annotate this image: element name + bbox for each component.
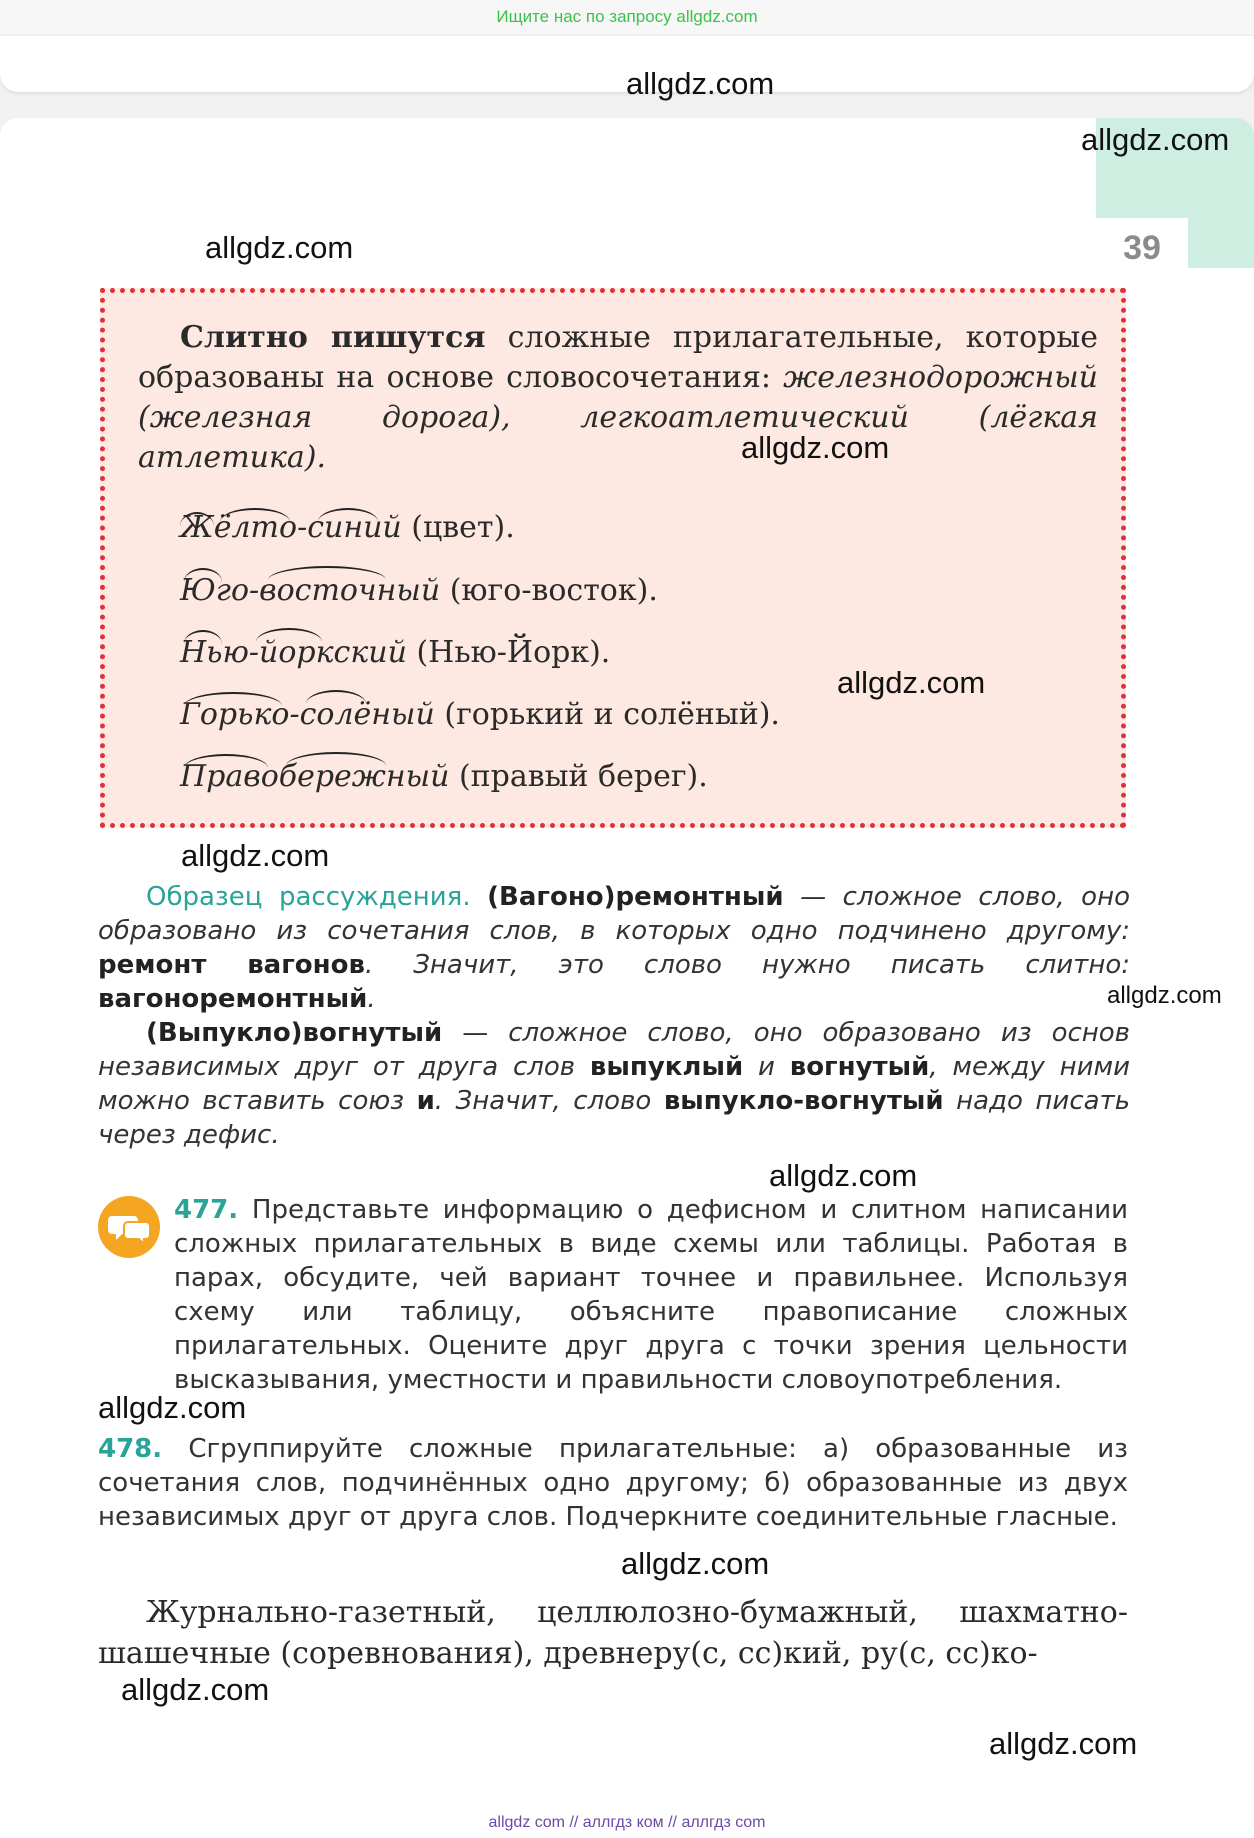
watermark: allgdz.com — [621, 1546, 770, 1581]
sample-reasoning: Образец рассуждения. (Вагоно)ремонтный — сложное слово, оно образовано из сочетания слов, в которых одно подчинено другому: ремонт вагонов. Значит, это слово нужно писать слитно: вагоноремонтный. (Выпукло)вогнутый — сложное слово, оно образовано из основ независимых друг от друга слов выпуклый и вогнутый, между ними можно вставить союз и. Значит, слово выпукло-вогнутый надо писать через дефис. — [98, 882, 1131, 1150]
watermark: allgdz.com — [989, 1726, 1138, 1761]
sample-bold: вагоноремонтный — [98, 984, 368, 1014]
sample-bold: ремонт вагонов — [98, 950, 365, 980]
rule-example — [180, 635, 610, 670]
example-note: (Нью-Йорк). — [416, 635, 611, 670]
sample-text: и — [758, 1052, 775, 1082]
sample-term-2: (Выпукло)вогнутый — [146, 1018, 443, 1048]
task-number: 477. — [174, 1195, 239, 1225]
task-text: Представьте информацию о дефисном и слитном написании сложных прилагательных в виде схемы или таблицы. Работая в парах, обсудите, чей вариант точнее и правильнее. Используя схему или таблицу, объясните правописание сложных прилагательных. Оцените друг друга с точки зрения цельности высказывания, уместности и правильности словоупотребления. — [174, 1195, 1129, 1395]
watermark: allgdz.com — [181, 838, 330, 873]
sample-bold: и — [416, 1086, 435, 1116]
sample-text: . Значит, это слово нужно писать слитно: — [364, 950, 1130, 980]
footer-links[interactable]: allgdz com // аллгдз ком // аллгдз com — [0, 1808, 1254, 1838]
rule-bold: Слитно пишутся — [180, 320, 486, 355]
sample-bold: выпукло-вогнутый — [663, 1086, 944, 1116]
sample-term-1: (Вагоно)ремонтный — [487, 882, 784, 912]
task-478 — [98, 1432, 1128, 1534]
example-word: Юго-восточный — [180, 573, 441, 608]
example-word: Правобережный — [180, 759, 450, 794]
example-note: (горький и солёный). — [444, 697, 780, 732]
watermark: allgdz.com — [205, 230, 354, 265]
watermark: allgdz.com — [741, 430, 890, 465]
sample-lead: Образец рассуждения. — [146, 882, 471, 912]
watermark: allgdz.com — [769, 1158, 918, 1193]
rule-text — [138, 318, 1098, 478]
page-number: 39 — [1096, 218, 1188, 278]
rule-inline-examples: железнодорожный (железная дорога), легкоатлетический (лёгкая атлетика). — [138, 360, 1098, 475]
example-word: Горько-солёный — [180, 697, 435, 732]
sample-text: надо писать через дефис. — [98, 1086, 1131, 1150]
example-note: (правый берег). — [458, 759, 708, 794]
sample-text: — сложное слово, оно образовано из основ независимых друг от друга слов — [98, 1018, 1131, 1082]
task-text: Сгруппируйте сложные прилагательные: а) образованные из сочетания слов, подчинённых одно другому; б) образованные из двух независимых друг от друга слов. Подчеркните соединительные гласные. — [98, 1434, 1129, 1532]
watermark: allgdz.com — [1081, 122, 1230, 157]
sample-text: — сложное слово, оно образовано из сочетания слов, в которых одно подчинено другому: — [98, 882, 1130, 946]
watermark: allgdz.com — [1107, 982, 1222, 1009]
example-note: (цвет). — [411, 510, 515, 545]
exercise-text: Журнально-газетный, целлюлозно-бумажный, шахматно-шашечные (соревнования), древнеру(с, сс)кий, ру(с, сс)ко- — [98, 1595, 1128, 1671]
task-477 — [174, 1193, 1128, 1397]
rule-example — [180, 573, 658, 608]
rule-main: сложные прилагательные, которые образованы на основе словосочетания: — [138, 320, 1098, 395]
example-note: (юго-восток). — [449, 573, 658, 608]
example-word: Нью-йоркский — [180, 635, 407, 670]
sample-text: . Значит, слово — [434, 1086, 652, 1116]
sample-text: , между ними можно вставить союз — [98, 1052, 1131, 1116]
watermark: allgdz.com — [837, 665, 986, 700]
watermark: allgdz.com — [98, 1390, 247, 1425]
watermark: allgdz.com — [121, 1672, 270, 1707]
sample-bold: вогнутый — [789, 1052, 930, 1082]
search-hint[interactable]: Ищите нас по запросу allgdz.com — [496, 7, 758, 26]
sample-bold: выпуклый — [589, 1052, 744, 1082]
speech-bubbles-icon — [98, 1196, 160, 1258]
top-bar — [0, 0, 1254, 34]
task-number: 478. — [98, 1434, 163, 1464]
watermark: allgdz.com — [626, 66, 775, 101]
example-word: Жёлто-синий — [180, 510, 402, 545]
